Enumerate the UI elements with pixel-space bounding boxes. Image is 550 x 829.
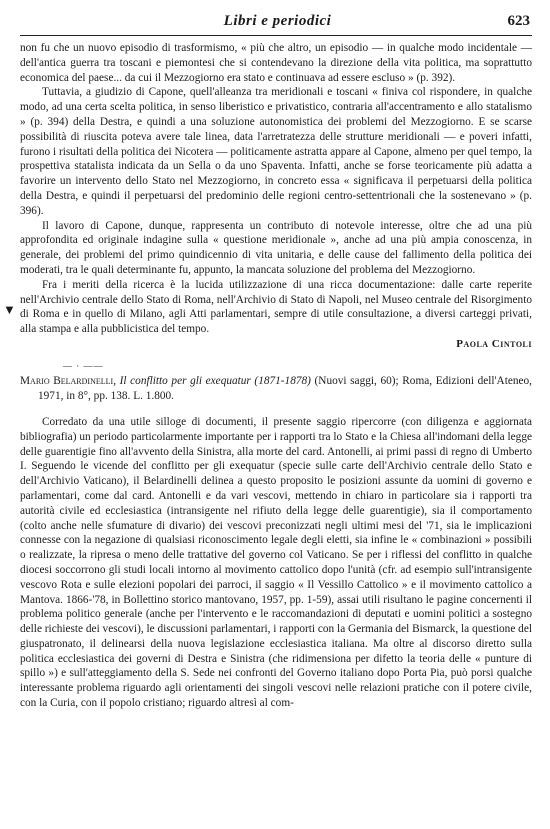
page-body — [20, 41, 532, 711]
running-head — [25, 13, 530, 33]
paragraph: Fra i meriti della ricerca è la lucida utilizzazione di una ricca documentazione: dalle carte reperite nell'Archivio centrale dello Stato di Roma, nell'Archivio di Stato di Napoli, nel Museo centrale del Risorgimento di Roma e in quello di Milano, agli Atti parlamentari, sempre di utile consultazione, a diversi carteggi privati, alla stampa e alla pubblicistica del tempo. — [20, 278, 532, 336]
review-book-details: (Nuovi saggi, 60); Roma, Edizioni dell'Ateneo, 1971, in 8°, pp. 138. L. 1.800. — [38, 374, 533, 402]
paragraph: Tuttavia, a giudizio di Capone, quell'alleanza tra meridionali e toscani « finiva col rispondere, in qualche modo, ad una certa scelta politica, in senso liberistico e privatistico, contraria all'accentramento e allo statalismo » (p. 394) della Destra, e quindi a una soluzione autonomistica dei problemi del Mezzogiorno. E se scarse possibilità di riuscita poteva avere tale linea, data l'arretratezza delle strutture meridionali — e poveri infatti, furono i risultati della politica dei Nicotera — politicamente astratta appare al Capone, almeno per quel tempo, la prospettiva statalista indicata da un Sella o da uno Spaventa. Infatti, anche se forse teoricamente più adatta a favorire un intervento dello Stato nel Mezzogiorno, in concreto essa « significava il perpetuarsi della politica della Destra, e quindi il perpetuarsi del predominio delle regioni centro-settentrionali che la sostenevano » (p. 396). — [20, 86, 532, 217]
margin-mark: ▼ — [3, 302, 16, 317]
paragraph: Corredato da una utile silloge di documenti, il presente saggio ripercorre (con diligenza e aggiornata bibliografia) un periodo particolarmente importante per i rapporti tra lo Stato e la Chiesa all'indomani della legge delle guarentigie fino all'avvento della Sinistra, alla morte del card. Antonelli, ai primi passi di regno di Umberto I. Seguendo le vicende del conflitto per gli exequatur (specie sulle carte dell'Archivio centrale dello Stato e dell'Archivio Vaticano), il Belardinelli delinea a questo proposito le posizioni assunte da uomini di governo e parlamentari, come dal card. Antonelli e da vari vescovi, mettendo in chiaro in particolare sia i rapporti tra autorità civile ed ecclesiastica (intransigente nel rifiuto della legge delle guarentigie), sia il comportamento (colto anche nelle sfumature di divario) dei vescovi preconizzati negli ultimi mesi del '71, sia le implicazioni connesse con la negazione di qualsiasi riconoscimento legale degli eletti, sia infine le « combinazioni » possibili o realizzate, la ripresa o meno delle trattative del governo col Vaticano. Se per i riflessi del conflitto in qualche diocesi soccorrono gli studi locali intorno al movimento cattolico dopo l'unità (cfr. ad esempio sull'intransigente vescovo Rota e sulle elezioni popolari dei parroci, il saggio « Il Vessillo Cattolico » e il movimento cattolico a Mantova. 1866-'78, in Bollettino storico mantovano, 1957, pp. 1-59), assai utili risultano le pagine concernenti il problema politico generale (anche per l'intervento e le raccomandazioni di deputati e uomini politici a sostegno delle richieste dei vescovi), le discussioni parlamentari, i rapporti con la Germania del Bismarck, la questione del giuspatronato, il delinearsi della nuova legislazione ecclesiastica italiana. Ma oltre al discorso diretto sulla politica ecclesiastica dei governi di Destra e Sinistra (che ridimensiona per difetto la teoria delle « punture di spillo ») e sull'atteggiamento della S. Sede nei confronti del Governo italiano dopo Porta Pia, può porsi qualche interessante problema riguardo agli orientamenti dei singoli vescovi nelle relazioni pratiche con il potere civile, con la Curia, con il popolo cristiano; riguardo altresì al com- — [20, 415, 532, 710]
paragraph: non fu che un nuovo episodio di trasformismo, « più che altro, un episodio — in qualche modo incidentale — dell'antica guerra tra toscani e piemontesi che si contendevano la direzione della vita politica, ma soprattutto economica del paese... da cui il Mezzogiorno era stato e continuava ad essere escluso » (p. 392). — [20, 42, 532, 84]
separator-ornament: — · —— — [63, 360, 104, 371]
section-title: Libri e periodici — [223, 13, 332, 29]
review-book-title: Il conflitto per gli exequatur (1871-1878) — [119, 374, 311, 387]
review-heading: Mario Belardinelli, Il conflitto per gli exequatur (1871-1878) (Nuovi saggi, 60); Roma, Edizioni dell'Ateneo, 1971, in 8°, pp. 138. L. 1.800. — [20, 374, 533, 402]
header-rule — [20, 35, 532, 36]
page-number: 623 — [507, 13, 530, 29]
spacer — [20, 404, 532, 415]
section-separator — [20, 352, 532, 374]
review-author: Mario Belardinelli — [20, 374, 114, 387]
author-signature: Paola Cintoli — [456, 337, 532, 350]
paragraph: Il lavoro di Capone, dunque, rappresenta un contributo di notevole interesse, oltre che ad una più approfondita ed originale indagine sulla « questione meridionale », anche ad una più ampia conoscenza, in generale, dei problemi del primo quindicennio di vita unitaria, e delle cause del fallimento della politica dei moderati, tra le quali determinante fu, appunto, la mancata soluzione del problema del Mezzogiorno. — [20, 219, 532, 276]
